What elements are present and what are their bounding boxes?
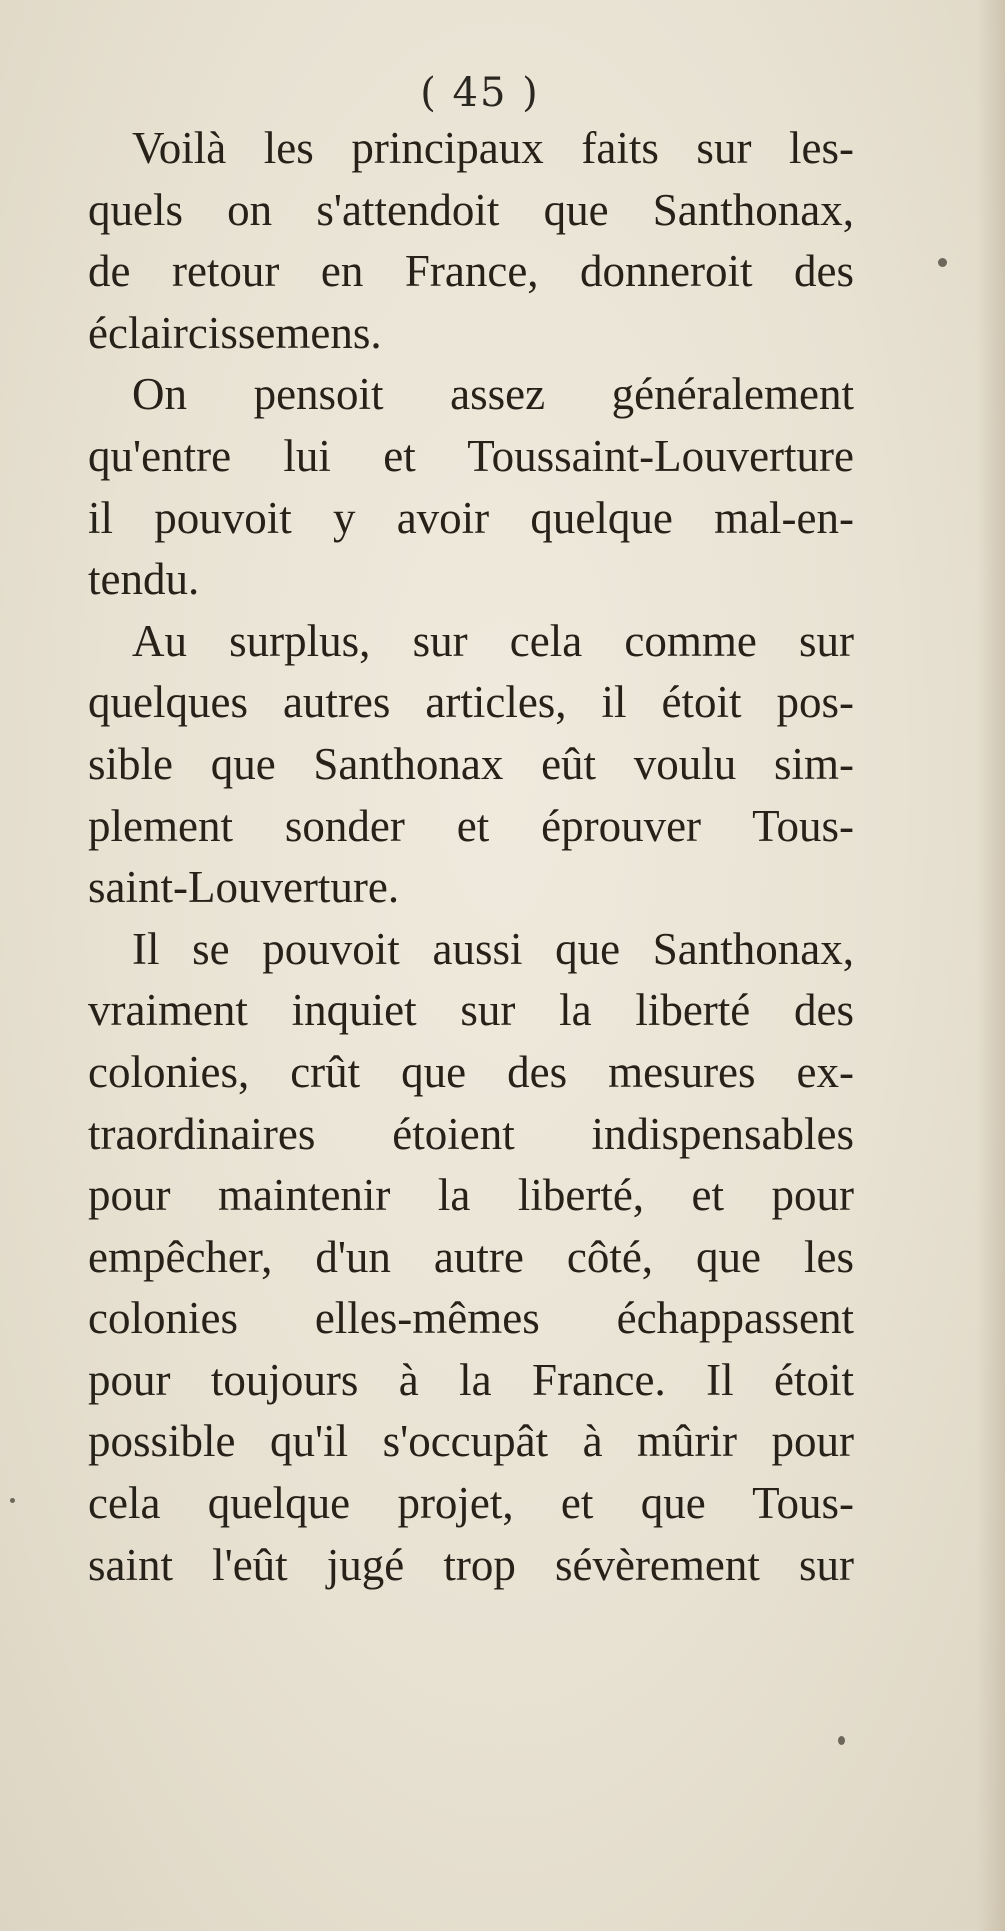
paragraph-4 [88, 919, 854, 1597]
text-line: quels on s'attendoit que Santhonax, [88, 184, 854, 235]
text-line: On pensoit assez généralement [132, 369, 854, 420]
page-edge-shadow [977, 0, 1005, 1931]
text-line: vraiment inquiet sur la liberté des [88, 985, 854, 1036]
page-number: ( 45 ) [420, 70, 540, 116]
text-line: colonies, crût que des mesures ex- [88, 1046, 854, 1097]
text-line: Il se pouvoit aussi que Santhonax, [132, 923, 854, 974]
text-line: éclaircissemens. [88, 307, 382, 358]
text-line: il pouvoit y avoir quelque mal-en- [88, 492, 854, 543]
text-line: pour maintenir la liberté, et pour [88, 1170, 854, 1221]
text-line: empêcher, d'un autre côté, que les [88, 1231, 854, 1282]
text-line: pour toujours à la France. Il étoit [88, 1354, 854, 1405]
text-line: sible que Santhonax eût voulu sim- [88, 738, 854, 789]
text-line: traordinaires étoient indispensables [88, 1108, 854, 1159]
ink-speck [938, 258, 947, 267]
text-line: quelques autres articles, il étoit pos- [88, 677, 854, 728]
text-line: qu'entre lui et Toussaint-Louverture [88, 430, 854, 481]
ink-speck [838, 1736, 845, 1745]
text-line: saint l'eût jugé trop sévèrement sur [88, 1539, 854, 1590]
text-line: tendu. [88, 554, 200, 605]
paragraph-3 [88, 611, 854, 919]
paragraph-2 [88, 364, 854, 610]
text-line: de retour en France, donneroit des [88, 246, 854, 297]
body-text [88, 118, 854, 1596]
text-line: cela quelque projet, et que Tous- [88, 1478, 854, 1529]
paragraph-1 [88, 118, 854, 364]
text-line: possible qu'il s'occupât à mûrir pour [88, 1416, 854, 1467]
text-line: saint-Louverture. [88, 862, 400, 913]
text-line: colonies elles-mêmes échappassent [88, 1293, 854, 1344]
text-line: plement sonder et éprouver Tous- [88, 800, 854, 851]
text-line: Voilà les principaux faits sur les- [132, 123, 854, 173]
text-line: Au surplus, sur cela comme sur [132, 615, 854, 666]
ink-speck [10, 1498, 15, 1503]
